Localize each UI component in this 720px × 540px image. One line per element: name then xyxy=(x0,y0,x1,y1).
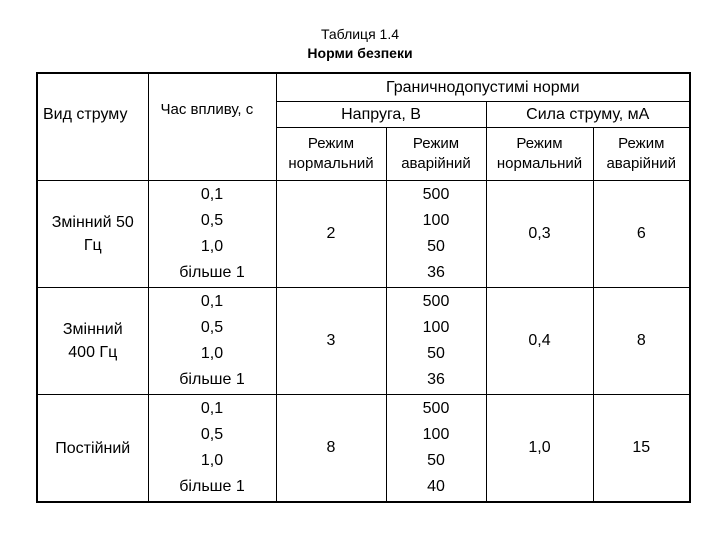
header-mode-word: Режим xyxy=(618,135,665,152)
exposure-time-value: 0,5 xyxy=(200,426,224,443)
voltage-emergency-value: 500 xyxy=(422,186,450,203)
header-current: Сила струму, мА xyxy=(486,102,690,128)
header-voltage: Напруга, В xyxy=(276,102,486,128)
current-normal-cell: 1,0 xyxy=(486,395,593,503)
header-mode-word: Режим xyxy=(412,135,460,152)
voltage-emergency-value: 50 xyxy=(427,345,445,362)
voltage-emergency-cell xyxy=(386,288,486,395)
table-row xyxy=(37,395,690,503)
exposure-time-cell xyxy=(148,181,276,288)
voltage-emergency-value: 36 xyxy=(427,371,445,388)
exposure-time-value: 0,5 xyxy=(200,212,224,229)
current-emergency-cell: 15 xyxy=(593,395,690,503)
exposure-time-cell xyxy=(148,288,276,395)
header-current-normal xyxy=(486,128,593,181)
exposure-time-value: 0,1 xyxy=(200,400,224,417)
voltage-emergency-value: 100 xyxy=(422,212,450,229)
table-title: Норми безпеки xyxy=(307,45,413,61)
current-kind-line: Постійний xyxy=(55,439,131,457)
header-voltage-normal xyxy=(276,128,386,181)
voltage-emergency-value: 50 xyxy=(427,238,445,255)
current-kind-line: Гц xyxy=(83,237,102,254)
exposure-time-value: 1,0 xyxy=(200,238,224,255)
voltage-emergency-value: 100 xyxy=(422,319,450,336)
exposure-time-value: більше 1 xyxy=(179,264,245,281)
current-emergency-cell: 8 xyxy=(593,288,690,395)
safety-norms-table xyxy=(36,72,691,503)
current-kind-line: Змінний 50 xyxy=(51,214,134,231)
current-kind-cell xyxy=(37,288,148,395)
exposure-time-value: 1,0 xyxy=(200,345,224,362)
header-mode-word: Режим xyxy=(307,135,355,152)
header-current-emergency xyxy=(593,128,690,181)
current-kind-line: 400 Гц xyxy=(68,344,118,361)
exposure-time-value: 0,1 xyxy=(200,186,224,203)
header-limits: Граничнодопустимі норми xyxy=(276,73,690,102)
current-kind-cell xyxy=(37,181,148,288)
table-number: Таблиця 1.4 xyxy=(320,26,400,42)
voltage-normal-cell: 8 xyxy=(276,395,386,503)
header-mode-normal-word: нормальний xyxy=(496,155,583,172)
header-time: Час впливу, с xyxy=(148,73,276,181)
current-normal-cell: 0,3 xyxy=(486,181,593,288)
header-voltage-emergency xyxy=(386,128,486,181)
header-mode-emergency-word: аварійний xyxy=(606,155,677,172)
current-kind-line: Змінний xyxy=(62,321,123,338)
header-kind: Вид струму xyxy=(37,73,148,181)
table-row xyxy=(37,181,690,288)
voltage-emergency-value: 36 xyxy=(427,264,445,281)
voltage-emergency-value: 500 xyxy=(422,293,450,310)
voltage-emergency-value: 40 xyxy=(427,478,445,495)
voltage-emergency-cell xyxy=(386,395,486,503)
exposure-time-cell xyxy=(148,395,276,503)
current-kind-cell xyxy=(37,395,148,503)
exposure-time-value: більше 1 xyxy=(179,371,245,388)
voltage-normal-cell: 2 xyxy=(276,181,386,288)
exposure-time-value: 1,0 xyxy=(200,452,224,469)
header-mode-normal-word: нормальний xyxy=(288,155,374,172)
voltage-emergency-value: 500 xyxy=(422,400,450,417)
exposure-time-value: 0,5 xyxy=(200,319,224,336)
table-row xyxy=(37,288,690,395)
current-normal-cell: 0,4 xyxy=(486,288,593,395)
header-mode-word: Режим xyxy=(516,135,563,152)
exposure-time-value: більше 1 xyxy=(179,478,245,495)
voltage-emergency-cell xyxy=(386,181,486,288)
current-emergency-cell: 6 xyxy=(593,181,690,288)
voltage-normal-cell: 3 xyxy=(276,288,386,395)
header-mode-emergency-word: аварійний xyxy=(401,155,471,172)
voltage-emergency-value: 50 xyxy=(427,452,445,469)
exposure-time-value: 0,1 xyxy=(200,293,224,310)
voltage-emergency-value: 100 xyxy=(422,426,450,443)
